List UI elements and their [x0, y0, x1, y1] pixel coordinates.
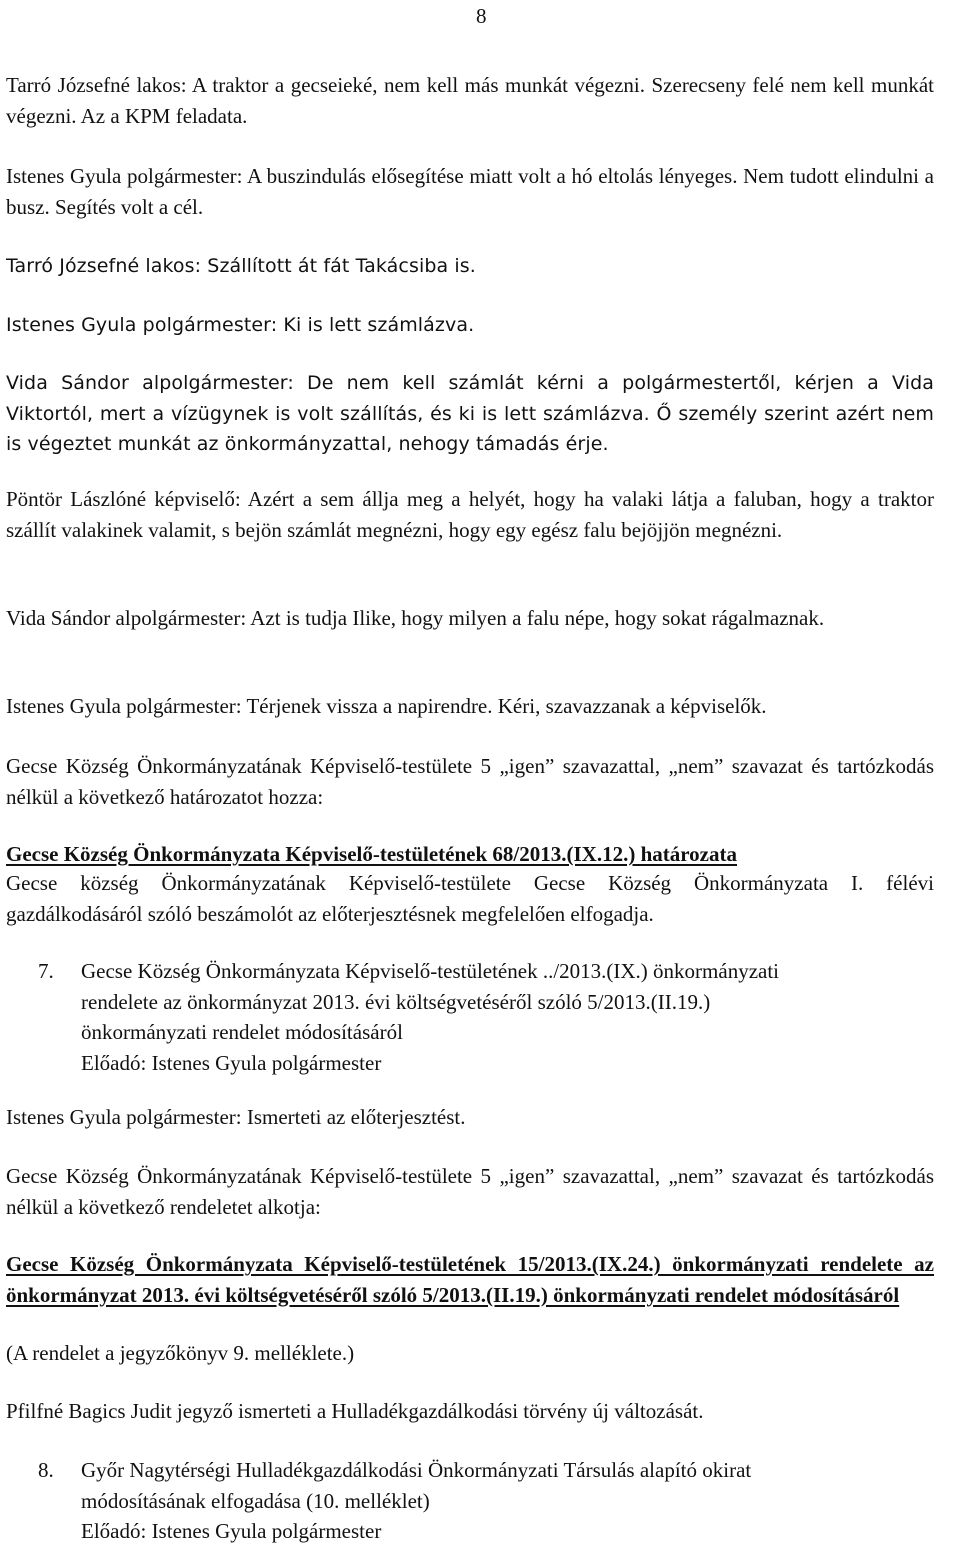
page-number: 8: [476, 4, 487, 28]
agenda-item-text: [81, 956, 941, 1078]
agenda-item-line: módosításának elfogadása (10. melléklet): [81, 1488, 430, 1513]
agenda-item-presenter: Előadó: Istenes Gyula polgármester: [81, 1519, 382, 1543]
paragraph-tarro-1: Tarró Józsefné lakos: A traktor a gecseieké, nem kell más munkát végezni. Szerecseny felé nem kell munkát végezni. Az a KPM feladata.: [6, 73, 934, 128]
agenda-item-line: Gecse Község Önkormányzata Képviselő-testületének ../2013.(IX.) önkormányzati: [81, 959, 780, 983]
paragraph-pontor: Pöntör Lászlóné képviselő: Azért a sem állja meg a helyét, hogy ha valaki látja a faluban, hogy a traktor szállít valakinek valamit, s bejön számlát megnézni, hogy egy egész falu bejöjjön megnézni.: [6, 487, 934, 542]
paragraph-vote-1: Gecse Község Önkormányzatának Képviselő-testülete 5 „igen” szavazattal, „nem” szavazat és tartózkodás nélkül a következő határozatot hozza:: [6, 754, 934, 809]
paragraph-tarro-2: Tarró Józsefné lakos: Szállított át fát Takácsiba is.: [6, 255, 476, 277]
agenda-item-line: rendelete az önkormányzat 2013. évi költségvetéséről szóló 5/2013.(II.19.): [81, 989, 711, 1014]
agenda-item-line: önkormányzati rendelet módosításáról: [81, 1020, 403, 1044]
ordinance-heading: Gecse Község Önkormányzata Képviselő-testületének 15/2013.(IX.24.) önkormányzati rendelete az önkormányzat 2013. évi költségvetéséről szóló 5/2013.(II.19.) önkormányzati rendelet módosításáról: [6, 1252, 934, 1307]
agenda-item-text: [81, 1455, 941, 1547]
paragraph-istenes-4: Istenes Gyula polgármester: Ismerteti az előterjesztést.: [6, 1105, 466, 1129]
agenda-item-line: Győr Nagytérségi Hulladékgazdálkodási Önkormányzati Társulás alapító okirat: [81, 1458, 752, 1482]
paragraph-pfilfne: Pfilfné Bagics Judit jegyző ismerteti a Hulladékgazdálkodási törvény új változását.: [6, 1399, 704, 1423]
paragraph-istenes-1: Istenes Gyula polgármester: A buszindulás elősegítése miatt volt a hó eltolás lényeges. Nem tudott elindulni a busz. Segítés volt a cél.: [6, 164, 934, 219]
paragraph-istenes-3: Istenes Gyula polgármester: Térjenek vissza a napirendre. Kéri, szavazzanak a képviselők.: [6, 694, 767, 718]
paragraph-istenes-2: Istenes Gyula polgármester: Ki is lett számlázva.: [6, 314, 475, 336]
agenda-item-number: 7.: [38, 959, 54, 983]
ordinance-note: (A rendelet a jegyzőkönyv 9. melléklete.): [6, 1341, 355, 1365]
paragraph-vida-2: Vida Sándor alpolgármester: Azt is tudja Ilike, hogy milyen a falu népe, hogy sokat rágalmaznak.: [6, 606, 825, 630]
paragraph-vote-2: Gecse Község Önkormányzatának Képviselő-testülete 5 „igen” szavazattal, „nem” szavazat és tartózkodás nélkül a következő rendeletet alkotja:: [6, 1164, 934, 1219]
resolution-heading: Gecse Község Önkormányzata Képviselő-testületének 68/2013.(IX.12.) határozata: [6, 842, 738, 866]
agenda-item-presenter: Előadó: Istenes Gyula polgármester: [81, 1050, 382, 1075]
agenda-item-number: 8.: [38, 1458, 54, 1482]
resolution-text: Gecse község Önkormányzatának Képviselő-testülete Gecse Község Önkormányzata I. félévi gazdálkodásáról szóló beszámolót az előterjesztésnek megfelelően elfogadja.: [6, 871, 934, 926]
paragraph-vida-1: Vida Sándor alpolgármester: De nem kell számlát kérni a polgármestertől, kérjen a Vida Viktortól, mert a vízügynek is volt szállítás, és ki is lett számlázva. Ő személy szerint azért nem is végeztet munkát az önkormányzattal, nehogy támadás érje.: [6, 372, 934, 455]
